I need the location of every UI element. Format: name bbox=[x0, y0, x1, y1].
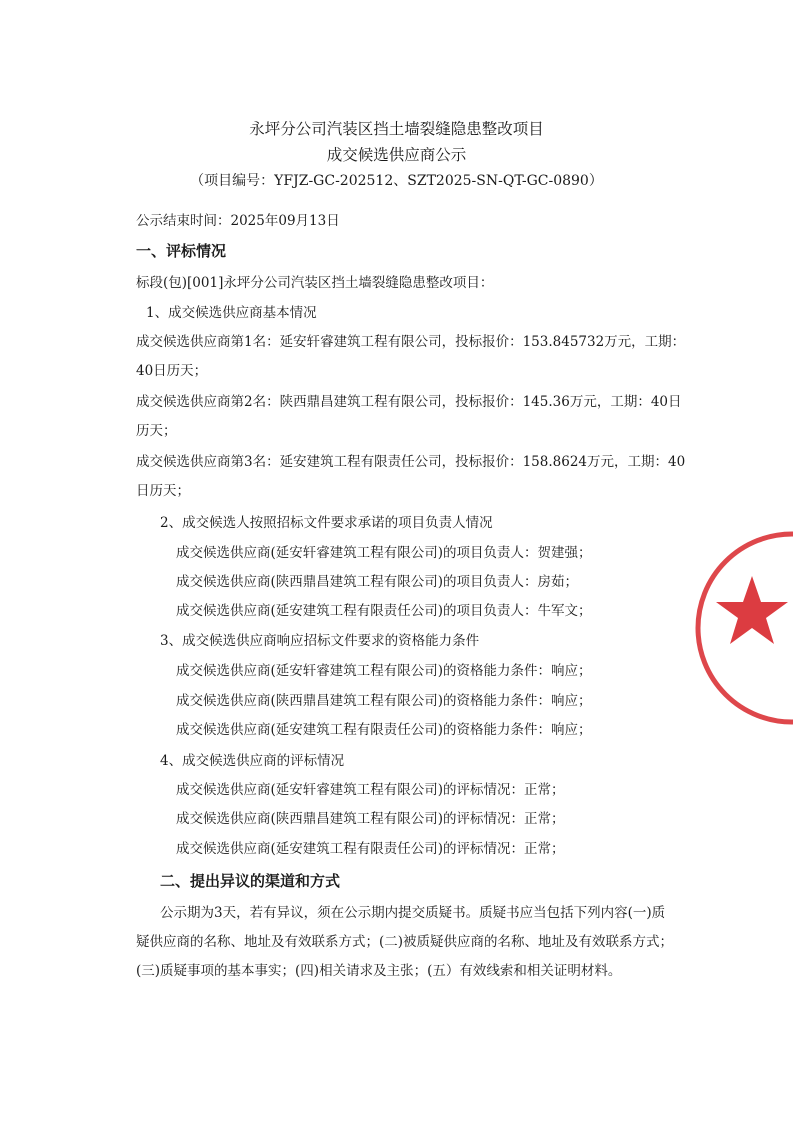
section-heading-evaluation: 一、评标情况 bbox=[136, 242, 227, 260]
objection-paragraph-line: 公示期为3天，若有异议，须在公示期内提交质疑书。质疑书应当包括下列内容(一)质 bbox=[160, 905, 666, 921]
manager-line: 成交候选供应商(延安轩睿建筑工程有限公司)的项目负责人：贺建强； bbox=[176, 545, 592, 561]
subheading-basic-info: 1、成交候选供应商基本情况 bbox=[146, 305, 317, 321]
manager-line: 成交候选供应商(陕西鼎昌建筑工程有限公司)的项目负责人：房茹； bbox=[176, 574, 579, 590]
seal-star-icon bbox=[716, 576, 788, 644]
candidate-3-line1: 成交候选供应商第3名：延安建筑工程有限责任公司，投标报价：158.8624万元，工期：40 bbox=[136, 454, 686, 470]
document-subtitle: 成交候选供应商公示 bbox=[326, 146, 467, 164]
candidate-2-line2: 历天； bbox=[136, 423, 177, 439]
manager-line: 成交候选供应商(延安建筑工程有限责任公司)的项目负责人：牛军文； bbox=[176, 603, 592, 619]
project-code: （项目编号：YFJZ-GC-202512、SZT2025-SN-QT-GC-0890） bbox=[190, 173, 603, 189]
company-seal bbox=[692, 528, 793, 728]
candidate-2-line1: 成交候选供应商第2名：陕西鼎昌建筑工程有限公司，投标报价：145.36万元，工期：40日 bbox=[136, 394, 682, 410]
section-heading-objection: 二、提出异议的渠道和方式 bbox=[160, 872, 341, 890]
package-label: 标段(包)[001]永坪分公司汽装区挡土墙裂缝隐患整改项目： bbox=[136, 275, 494, 291]
subheading-qualification: 3、成交候选供应商响应招标文件要求的资格能力条件 bbox=[160, 633, 480, 649]
qualification-line: 成交候选供应商(延安轩睿建筑工程有限公司)的资格能力条件：响应； bbox=[176, 663, 592, 679]
qualification-line: 成交候选供应商(陕西鼎昌建筑工程有限公司)的资格能力条件：响应； bbox=[176, 693, 592, 709]
evaluation-line: 成交候选供应商(延安建筑工程有限责任公司)的评标情况：正常； bbox=[176, 841, 565, 857]
qualification-line: 成交候选供应商(延安建筑工程有限责任公司)的资格能力条件：响应； bbox=[176, 722, 592, 738]
evaluation-line: 成交候选供应商(陕西鼎昌建筑工程有限公司)的评标情况：正常； bbox=[176, 811, 565, 827]
candidate-1-line1: 成交候选供应商第1名：延安轩睿建筑工程有限公司，投标报价：153.845732万元，工期： bbox=[136, 334, 686, 350]
subheading-project-manager: 2、成交候选人按照招标文件要求承诺的项目负责人情况 bbox=[160, 515, 493, 531]
end-time: 公示结束时间：2025年09月13日 bbox=[136, 213, 340, 229]
objection-paragraph-line: (三)质疑事项的基本事实；(四)相关请求及主张；(五）有效线索和相关证明材料。 bbox=[136, 963, 622, 979]
objection-paragraph-line: 疑供应商的名称、地址及有效联系方式；(二)被质疑供应商的名称、地址及有效联系方式； bbox=[136, 934, 674, 950]
document-title: 永坪分公司汽装区挡土墙裂缝隐患整改项目 bbox=[249, 120, 544, 138]
subheading-evaluation: 4、成交候选供应商的评标情况 bbox=[160, 753, 345, 769]
candidate-1-line2: 40日历天； bbox=[136, 363, 208, 379]
candidate-3-line2: 日历天； bbox=[136, 483, 190, 499]
evaluation-line: 成交候选供应商(延安轩睿建筑工程有限公司)的评标情况：正常； bbox=[176, 782, 565, 798]
